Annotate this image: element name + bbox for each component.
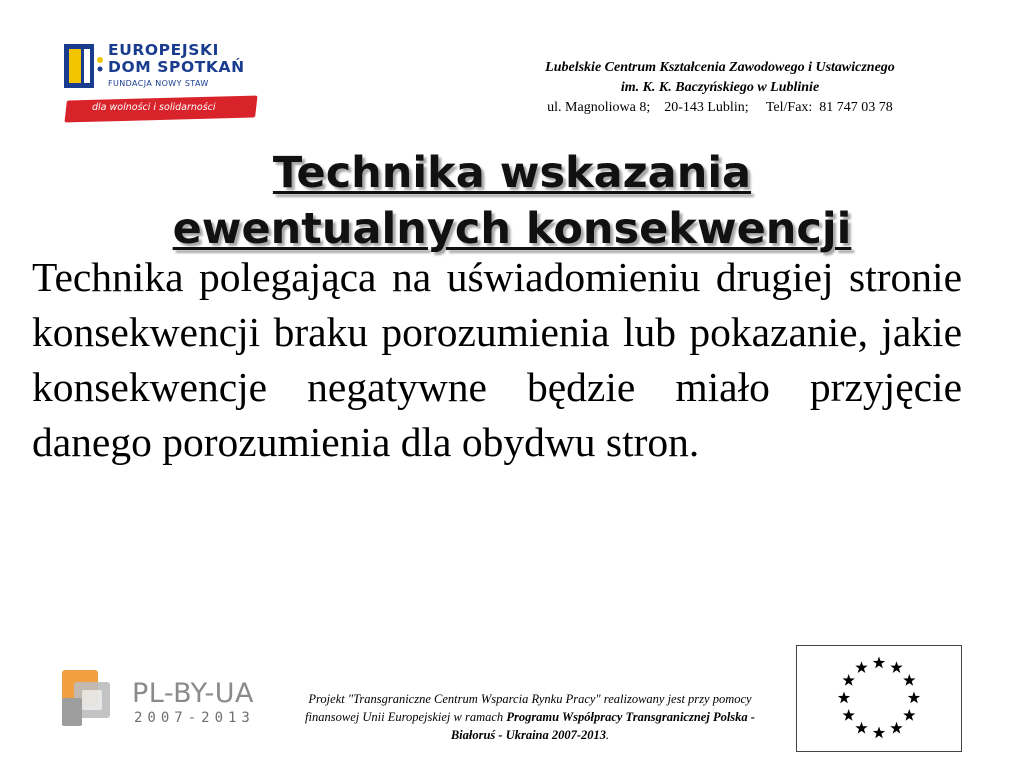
- eu-star: [838, 692, 850, 704]
- eu-star: [903, 709, 915, 721]
- title-line-1: Technika wskazania: [272, 148, 752, 198]
- eu-star: [855, 722, 867, 734]
- logo-line-europejski: EUROPEJSKI: [108, 41, 219, 59]
- footer-text-program: Programu Współpracy Transgranicznej Polska - Białoruś - Ukraina 2007-2013: [450, 710, 755, 742]
- door-window-icon: [60, 40, 108, 100]
- institution-patron: im. K. K. Baczyńskiego w Lublinie: [620, 80, 820, 95]
- eu-star: [908, 692, 920, 704]
- pl-by-ua-logo: [60, 668, 260, 732]
- eu-star: [890, 722, 902, 734]
- title-line-2: ewentualnych konsekwencji: [172, 204, 852, 254]
- eu-stars-icon: [797, 646, 961, 751]
- footer-text-part1: Projekt "Transgraniczne Centrum Wsparcia Rynku Pracy" realizowany jest przy pomocy finansowej Unii Europejskiej w ramach: [305, 692, 752, 724]
- pl-by-ua-name: PL-BY-UA: [132, 678, 254, 709]
- logo-line-fundacja: FUNDACJA NOWY STAW: [108, 79, 209, 88]
- logo-line-dom-spotkan: DOM SPOTKAŃ: [108, 58, 245, 76]
- pl-by-ua-years: 2007-2013: [134, 710, 255, 726]
- eu-star: [855, 661, 867, 673]
- footer-text-end: .: [606, 728, 610, 742]
- footer-project-note: [290, 690, 770, 744]
- eu-star: [873, 727, 885, 739]
- institution-name: Lubelskie Centrum Kształcenia Zawodowego i Ustawicznego: [545, 60, 895, 75]
- eu-star: [873, 657, 885, 669]
- slide-title: [20, 145, 1004, 257]
- eu-star: [843, 709, 855, 721]
- pl-by-ua-emblem-icon: [60, 668, 122, 730]
- body-paragraph: Technika polegająca na uświadomieniu drugiej stronie konsekwencji braku porozumienia lub pokazanie, jakie konsekwencje negatywne będzie miało przyjęcie danego porozumienia dla obydwu stron.: [32, 254, 962, 465]
- eu-flag: [796, 645, 962, 752]
- eu-star: [843, 674, 855, 686]
- europejski-dom-spotkan-logo: [60, 40, 260, 122]
- logo-slogan: dla wolności i solidarności: [92, 102, 216, 113]
- eu-star: [890, 661, 902, 673]
- institution-contact: ul. Magnoliowa 8; 20-143 Lublin; Tel/Fax: 81 747 03 78: [547, 100, 893, 115]
- institution-address: [470, 58, 970, 118]
- eu-star: [903, 674, 915, 686]
